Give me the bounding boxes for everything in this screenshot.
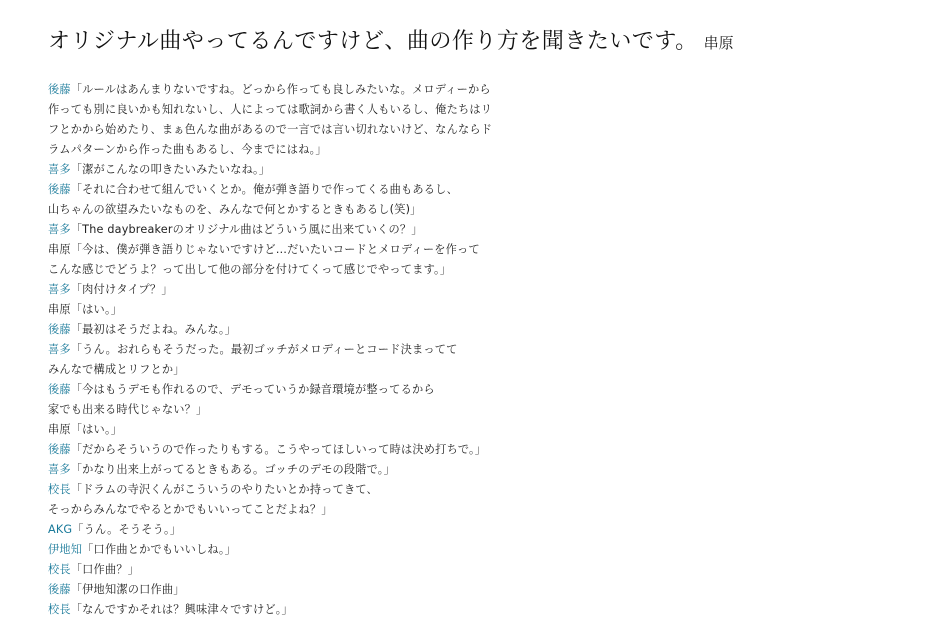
transcript-line: [48, 280, 928, 300]
question-title: オリジナル曲やってるんですけど、曲の作り方を聞きたいです。: [48, 29, 698, 54]
utterance-text: 「うん。そうそう。」: [72, 523, 182, 536]
utterance-text: ラムパターンから作った曲もあるし、今までにはね。」: [48, 143, 327, 156]
speaker-name: 校長: [48, 483, 71, 496]
speaker-name: 後藤: [48, 583, 71, 596]
utterance-text: そっからみんなでやるとかでもいいってことだよね？」: [48, 503, 333, 516]
utterance-text: 「それに合わせて組んでいくとか。俺が弾き語りで作ってくる曲もあるし、: [70, 183, 458, 196]
transcript-line: [48, 420, 928, 440]
utterance-text: 「肉付けタイプ？」: [70, 283, 173, 296]
utterance-text: 「口作曲とかでもいいしね。」: [82, 543, 236, 556]
utterance-text: 山ちゃんの欲望みたいなものを、みんなで何とかするときもあるし(笑)」: [48, 203, 422, 216]
speaker-name: 串原: [48, 243, 71, 256]
transcript-line: [48, 320, 928, 340]
speaker-name: 伊地知: [48, 543, 83, 556]
speaker-name: 後藤: [48, 183, 71, 196]
utterance-text: 家でも出来る時代じゃない？」: [48, 403, 208, 416]
transcript-line: [48, 180, 928, 200]
speaker-name: AKG: [48, 523, 73, 536]
transcript-line: [48, 100, 928, 120]
transcript-line: [48, 260, 928, 280]
transcript-line: [48, 500, 928, 520]
utterance-text: フとかから始めたり、まぁ色んな曲があるので一言では言い切れないけど、なんならド: [48, 123, 493, 136]
transcript-line: [48, 80, 928, 100]
utterance-text: 「最初はそうだよね。みんな。」: [70, 323, 236, 336]
transcript-line: [48, 540, 928, 560]
transcript-line: [48, 580, 928, 600]
speaker-name: 後藤: [48, 443, 71, 456]
speaker-name: 串原: [48, 423, 71, 436]
utterance-text: こんな感じでどうよ？って出して他の部分を付けてくって感じでやってます。」: [48, 263, 452, 276]
utterance-text: 作っても別に良いかも知れないし、人によっては歌詞から書く人もいるし、俺たちはリ: [48, 103, 493, 116]
question-heading: [48, 26, 928, 58]
transcript-line: [48, 480, 928, 500]
transcript-line: [48, 380, 928, 400]
utterance-text: 「だからそういうので作ったりもする。こうやってほしいって時は決め打ちで。」: [70, 443, 487, 456]
transcript-line: [48, 140, 928, 160]
utterance-text: 「潔がこんなの叩きたいみたいなね。」: [70, 163, 271, 176]
speaker-name: 後藤: [48, 323, 71, 336]
speaker-name: 後藤: [48, 383, 71, 396]
utterance-text: 「なんですかそれは？興味津々ですけど。」: [70, 603, 293, 616]
speaker-name: 喜多: [48, 283, 71, 296]
utterance-text: みんなで構成とリフとか」: [48, 363, 185, 376]
utterance-text: 「ドラムの寺沢くんがこういうのやりたいとか持ってきて、: [70, 483, 378, 496]
transcript-line: [48, 460, 928, 480]
speaker-name: 喜多: [48, 223, 71, 236]
utterance-text: 「うん。おれらもそうだった。最初ゴッチがメロディーとコード決まってて: [70, 343, 458, 356]
transcript-line: [48, 600, 928, 620]
transcript-line: [48, 240, 928, 260]
speaker-name: 校長: [48, 563, 71, 576]
speaker-name: 串原: [48, 303, 71, 316]
transcript-line: [48, 220, 928, 240]
transcript-line: [48, 160, 928, 180]
utterance-text: 「伊地知潔の口作曲」: [70, 583, 185, 596]
transcript-line: [48, 440, 928, 460]
transcript-line: [48, 520, 928, 540]
utterance-text: 「はい。」: [70, 423, 123, 436]
utterance-text: 「The daybreakerのオリジナル曲はどういう風に出来ていくの？」: [70, 223, 423, 236]
question-author: 串原: [703, 34, 734, 52]
utterance-text: 「はい。」: [70, 303, 123, 316]
utterance-text: 「ルールはあんまりないですね。どっから作っても良しみたいな。メロディーから: [70, 83, 491, 96]
speaker-name: 喜多: [48, 163, 71, 176]
transcript-line: [48, 300, 928, 320]
speaker-name: 喜多: [48, 463, 71, 476]
transcript-line: [48, 340, 928, 360]
utterance-text: 「今はもうデモも作れるので、デモっていうか録音環境が整ってるから: [70, 383, 435, 396]
transcript-line: [48, 200, 928, 220]
conversation-transcript: [48, 80, 928, 620]
transcript-line: [48, 560, 928, 580]
transcript-line: [48, 400, 928, 420]
transcript-line: [48, 120, 928, 140]
speaker-name: 校長: [48, 603, 71, 616]
interview-article: [48, 26, 928, 620]
utterance-text: 「かなり出来上がってるときもある。ゴッチのデモの段階で。」: [70, 463, 395, 476]
speaker-name: 喜多: [48, 343, 71, 356]
utterance-text: 「今は、僕が弾き語りじゃないですけど…だいたいコードとメロディーを作って: [70, 243, 480, 256]
speaker-name: 後藤: [48, 83, 71, 96]
utterance-text: 「口作曲？」: [70, 563, 140, 576]
transcript-line: [48, 360, 928, 380]
